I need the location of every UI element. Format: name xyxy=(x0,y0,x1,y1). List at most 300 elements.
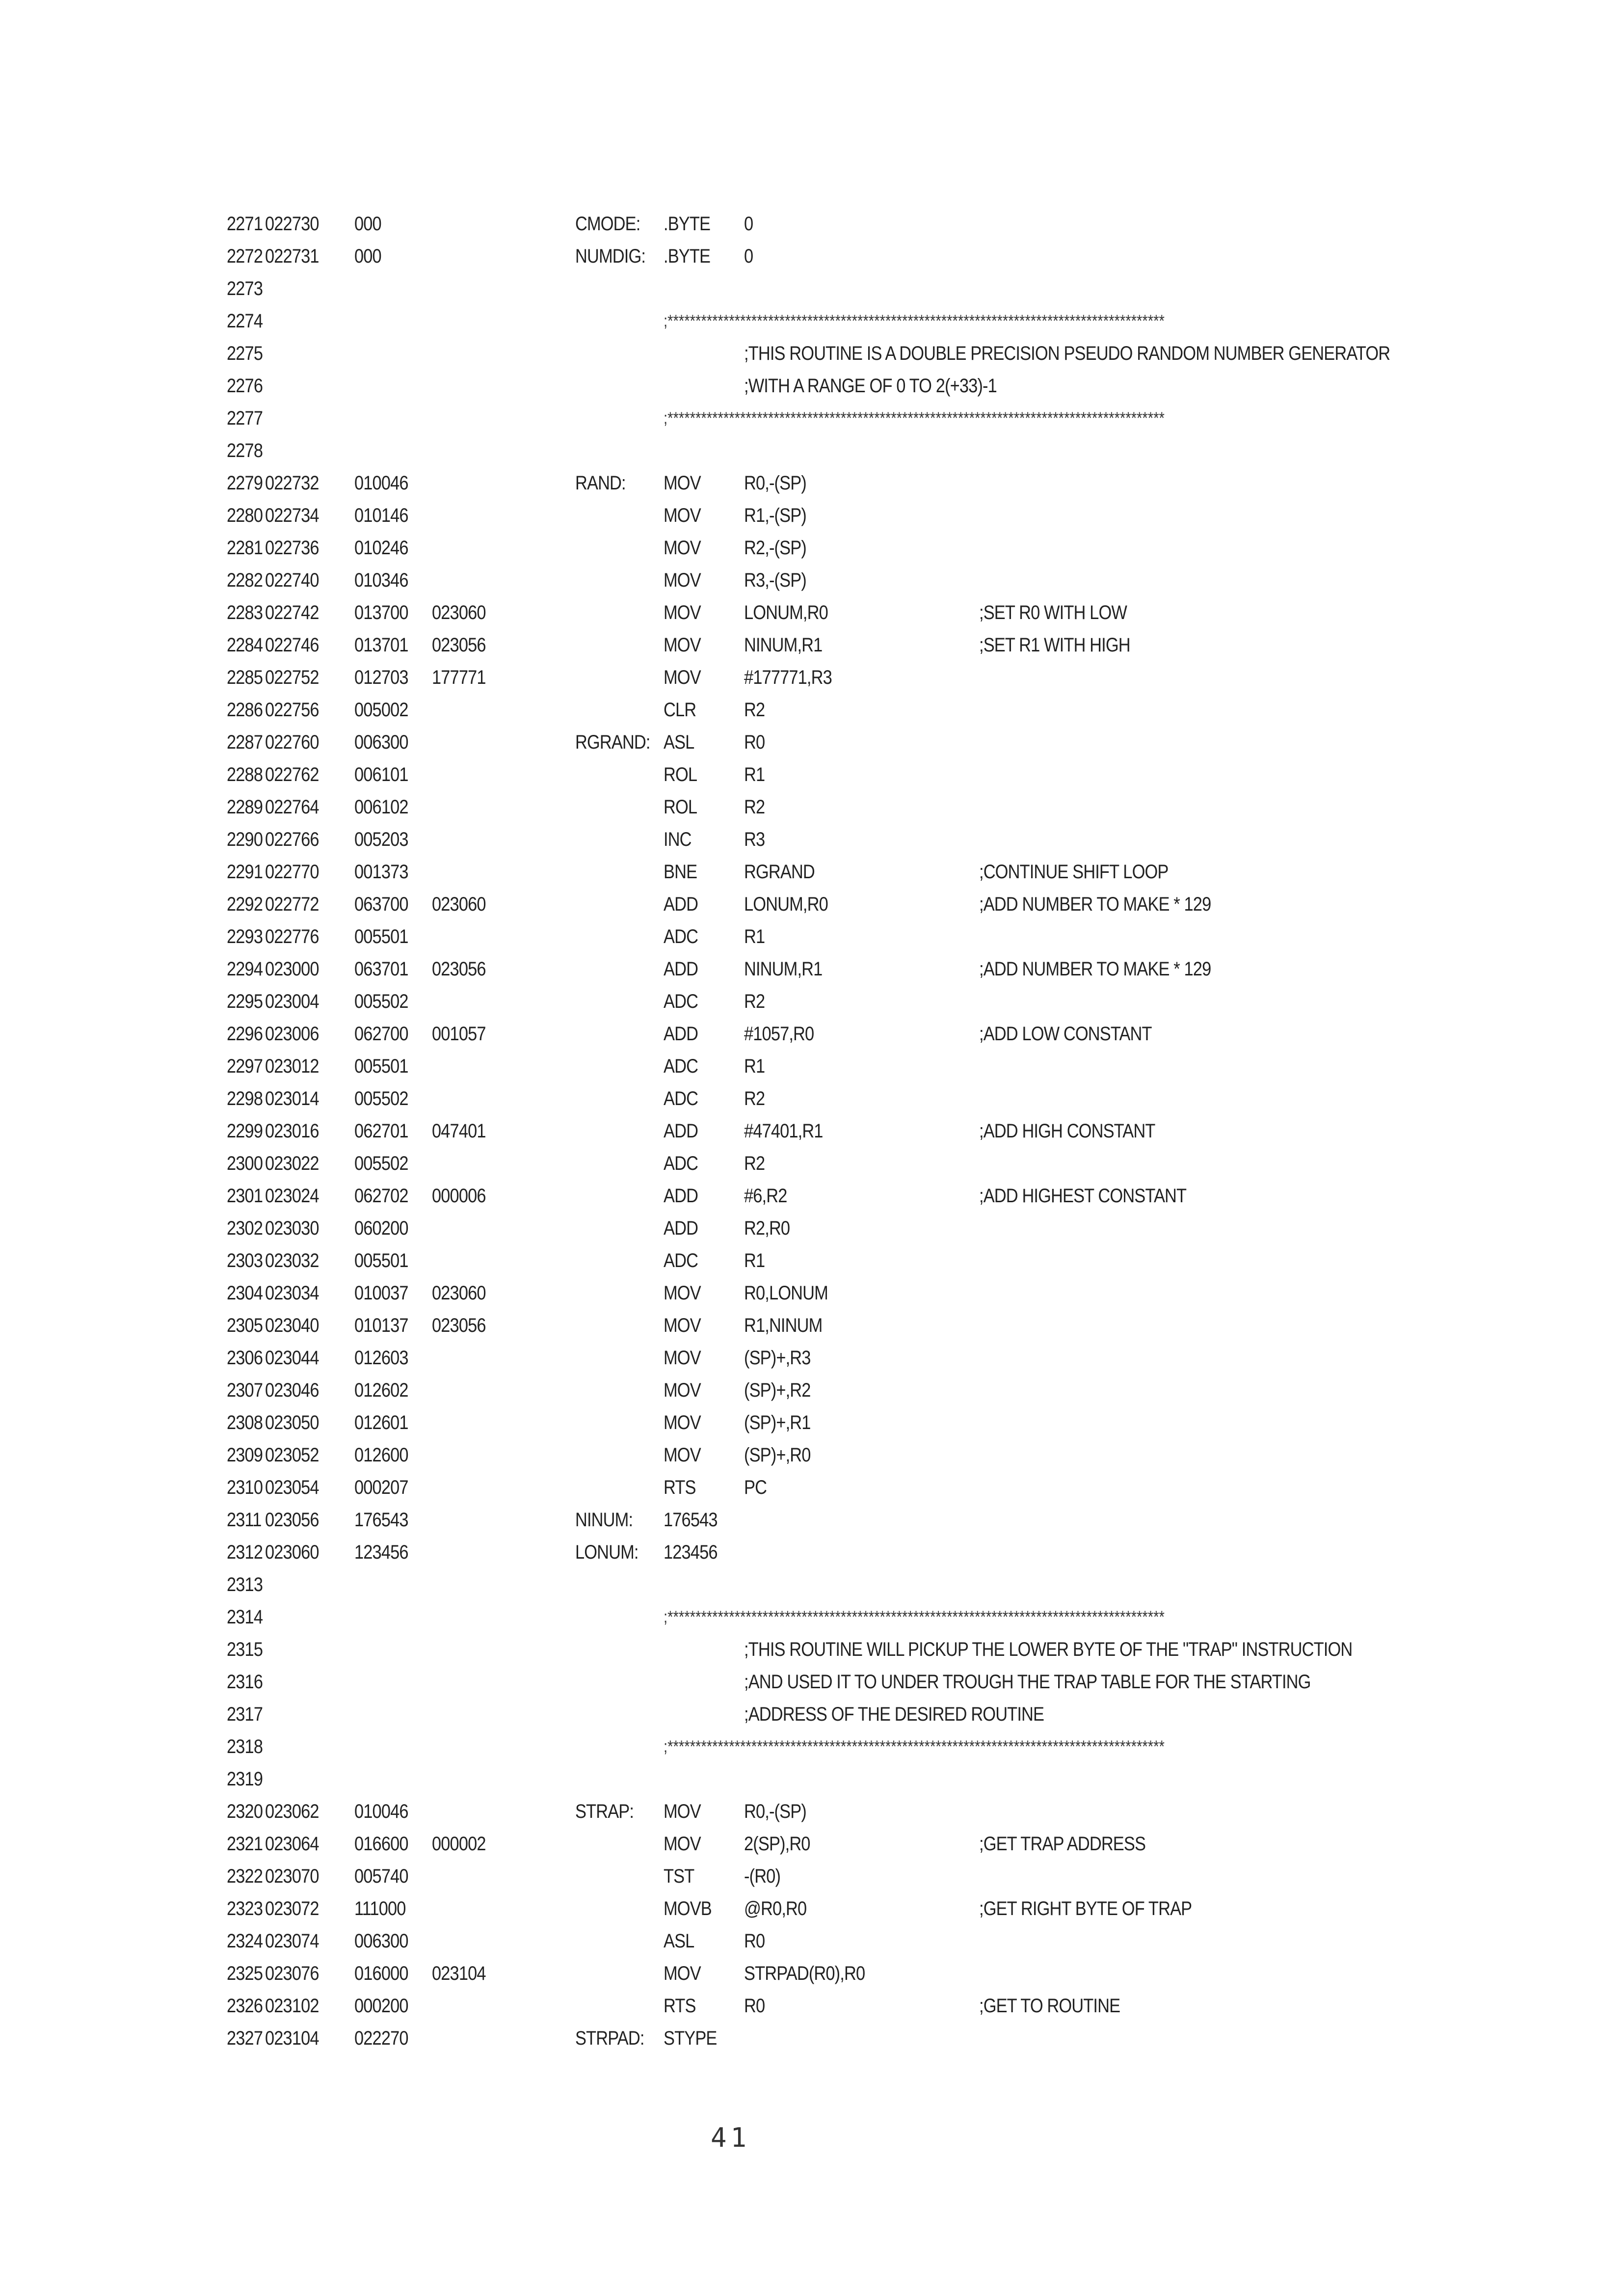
word-1: 005501 xyxy=(354,1055,408,1077)
line-number: 2296 xyxy=(227,1023,263,1045)
address: 022746 xyxy=(265,634,319,656)
line-number: 2293 xyxy=(227,926,263,947)
listing-row xyxy=(0,1342,1623,1374)
line-number: 2278 xyxy=(227,440,263,461)
word-1: 060200 xyxy=(354,1217,408,1239)
word-1: 016600 xyxy=(354,1833,408,1855)
operand: 2(SP),R0 xyxy=(744,1833,810,1855)
listing-row xyxy=(0,1666,1623,1698)
line-number: 2294 xyxy=(227,958,263,980)
opcode: MOV xyxy=(664,1282,701,1304)
word-1: 006300 xyxy=(354,1930,408,1952)
word-1: 016000 xyxy=(354,1963,408,1984)
listing-row xyxy=(0,1925,1623,1957)
listing-row xyxy=(0,1244,1623,1277)
operand: R2 xyxy=(744,699,765,721)
operand: (SP)+,R3 xyxy=(744,1347,811,1369)
address: 023104 xyxy=(265,2027,319,2049)
opcode: MOV xyxy=(664,472,701,494)
address: 023102 xyxy=(265,1995,319,2017)
listing-row xyxy=(0,1147,1623,1180)
operand: R1 xyxy=(744,1250,765,1271)
listing-row xyxy=(0,467,1623,499)
opcode: ASL xyxy=(664,1930,694,1952)
word-1: 005502 xyxy=(354,991,408,1012)
address: 022742 xyxy=(265,602,319,623)
address: 023044 xyxy=(265,1347,319,1369)
word-2: 023056 xyxy=(432,958,486,980)
address: 023074 xyxy=(265,1930,319,1952)
label: CMODE: xyxy=(575,213,640,235)
line-number: 2271 xyxy=(227,213,263,235)
line-number: 2301 xyxy=(227,1185,263,1207)
line-number: 2272 xyxy=(227,245,263,267)
line-number: 2324 xyxy=(227,1930,263,1952)
address: 023062 xyxy=(265,1801,319,1822)
word-2: 023056 xyxy=(432,1315,486,1336)
address: 023050 xyxy=(265,1412,319,1433)
label: NUMDIG: xyxy=(575,245,646,267)
label: RGRAND: xyxy=(575,731,650,753)
comment: ;SET R0 WITH LOW xyxy=(979,602,1127,623)
word-2: 177771 xyxy=(432,667,486,688)
line-number: 2298 xyxy=(227,1088,263,1109)
line-number: 2312 xyxy=(227,1541,263,1563)
word-1: 000200 xyxy=(354,1995,408,2017)
listing-row xyxy=(0,1892,1623,1925)
word-1: 013701 xyxy=(354,634,408,656)
listing-row xyxy=(0,1601,1623,1633)
word-1: 005502 xyxy=(354,1153,408,1174)
address: 022772 xyxy=(265,893,319,915)
listing-row xyxy=(0,1082,1623,1115)
opcode: ADC xyxy=(664,1055,698,1077)
opcode: MOV xyxy=(664,1347,701,1369)
line-number: 2300 xyxy=(227,1153,263,1174)
operand: R1 xyxy=(744,764,765,785)
word-1: 010046 xyxy=(354,472,408,494)
operand: (SP)+,R0 xyxy=(744,1444,811,1466)
word-1: 005203 xyxy=(354,829,408,850)
listing-row xyxy=(0,402,1623,434)
operand: #47401,R1 xyxy=(744,1120,823,1142)
listing-row xyxy=(0,1504,1623,1536)
listing-row xyxy=(0,434,1623,467)
opcode: MOV xyxy=(664,1833,701,1855)
listing-row xyxy=(0,726,1623,758)
operand: R2,-(SP) xyxy=(744,537,806,559)
line-number: 2306 xyxy=(227,1347,263,1369)
listing-row xyxy=(0,208,1623,240)
word-1: 063701 xyxy=(354,958,408,980)
address: 023056 xyxy=(265,1509,319,1531)
line-number: 2319 xyxy=(227,1768,263,1790)
word-1: 111000 xyxy=(354,1898,406,1919)
line-number: 2277 xyxy=(227,407,263,429)
line-number: 2289 xyxy=(227,796,263,818)
word-2: 023104 xyxy=(432,1963,486,1984)
word-1: 010037 xyxy=(354,1282,408,1304)
listing-row xyxy=(0,272,1623,305)
listing-row xyxy=(0,1115,1623,1147)
listing-row xyxy=(0,240,1623,272)
comment: ;GET RIGHT BYTE OF TRAP xyxy=(979,1898,1192,1919)
comment-block: ;THIS ROUTINE WILL PICKUP THE LOWER BYTE OF THE "TRAP" INSTRUCTION xyxy=(744,1639,1353,1660)
word-1: 006300 xyxy=(354,731,408,753)
listing-row xyxy=(0,1763,1623,1795)
word-2: 023060 xyxy=(432,602,486,623)
opcode: ASL xyxy=(664,731,694,753)
word-1: 005502 xyxy=(354,1088,408,1109)
line-number: 2280 xyxy=(227,505,263,526)
operand: 0 xyxy=(744,213,753,235)
separator: ;***************************************************************************************** xyxy=(664,409,1165,428)
opcode: ADD xyxy=(664,1217,698,1239)
listing-row xyxy=(0,532,1623,564)
word-1: 010137 xyxy=(354,1315,408,1336)
listing-row xyxy=(0,1050,1623,1082)
opcode: MOV xyxy=(664,1379,701,1401)
listing-row xyxy=(0,2022,1623,2054)
operand: 0 xyxy=(744,245,753,267)
line-number: 2327 xyxy=(227,2027,263,2049)
word-2: 000002 xyxy=(432,1833,486,1855)
opcode: .BYTE xyxy=(664,213,711,235)
line-number: 2284 xyxy=(227,634,263,656)
line-number: 2323 xyxy=(227,1898,263,1919)
listing-row xyxy=(0,337,1623,370)
operand: PC xyxy=(744,1477,767,1498)
word-1: 176543 xyxy=(354,1509,408,1531)
opcode: ROL xyxy=(664,764,697,785)
label: STRPAD: xyxy=(575,2027,644,2049)
line-number: 2309 xyxy=(227,1444,263,1466)
operand: RGRAND xyxy=(744,861,815,883)
word-1: 000 xyxy=(354,245,381,267)
operand: -(R0) xyxy=(744,1865,781,1887)
address: 023040 xyxy=(265,1315,319,1336)
listing-row xyxy=(0,1018,1623,1050)
line-number: 2314 xyxy=(227,1606,263,1628)
opcode: ADC xyxy=(664,926,698,947)
address: 023016 xyxy=(265,1120,319,1142)
opcode: RTS xyxy=(664,1477,696,1498)
opcode: MOVB xyxy=(664,1898,712,1919)
address: 023064 xyxy=(265,1833,319,1855)
word-2: 023056 xyxy=(432,634,486,656)
word-2: 023060 xyxy=(432,1282,486,1304)
operand: #6,R2 xyxy=(744,1185,787,1207)
word-1: 005740 xyxy=(354,1865,408,1887)
operand: R1 xyxy=(744,926,765,947)
comment-block: ;ADDRESS OF THE DESIRED ROUTINE xyxy=(744,1703,1044,1725)
address: 023006 xyxy=(265,1023,319,1045)
comment: ;ADD NUMBER TO MAKE * 129 xyxy=(979,893,1211,915)
line-number: 2321 xyxy=(227,1833,263,1855)
opcode: ADD xyxy=(664,1185,698,1207)
operand: R2 xyxy=(744,991,765,1012)
line-number: 2320 xyxy=(227,1801,263,1822)
line-number: 2310 xyxy=(227,1477,263,1498)
listing-row xyxy=(0,370,1623,402)
line-number: 2308 xyxy=(227,1412,263,1433)
operand: R0 xyxy=(744,1995,765,2017)
word-1: 062700 xyxy=(354,1023,408,1045)
operand: R2,R0 xyxy=(744,1217,790,1239)
opcode: MOV xyxy=(664,1963,701,1984)
operand: R2 xyxy=(744,1088,765,1109)
address: 022776 xyxy=(265,926,319,947)
opcode: ADD xyxy=(664,893,698,915)
line-number: 2297 xyxy=(227,1055,263,1077)
comment: ;GET TO ROUTINE xyxy=(979,1995,1120,2017)
listing-row xyxy=(0,791,1623,823)
word-2: 000006 xyxy=(432,1185,486,1207)
line-number: 2299 xyxy=(227,1120,263,1142)
comment: ;SET R1 WITH HIGH xyxy=(979,634,1130,656)
opcode: ADC xyxy=(664,1153,698,1174)
address: 023034 xyxy=(265,1282,319,1304)
opcode: ADC xyxy=(664,991,698,1012)
address: 023070 xyxy=(265,1865,319,1887)
address: 022766 xyxy=(265,829,319,850)
opcode: RTS xyxy=(664,1995,696,2017)
address: 023030 xyxy=(265,1217,319,1239)
comment: ;CONTINUE SHIFT LOOP xyxy=(979,861,1169,883)
comment-block: ;AND USED IT TO UNDER TROUGH THE TRAP TABLE FOR THE STARTING xyxy=(744,1671,1311,1693)
listing-row xyxy=(0,953,1623,985)
address: 023060 xyxy=(265,1541,319,1563)
operand: #1057,R0 xyxy=(744,1023,814,1045)
comment-block: ;THIS ROUTINE IS A DOUBLE PRECISION PSEUDO RANDOM NUMBER GENERATOR xyxy=(744,343,1390,364)
opcode: ROL xyxy=(664,796,697,818)
comment: ;ADD LOW CONSTANT xyxy=(979,1023,1152,1045)
opcode: INC xyxy=(664,829,692,850)
separator: ;***************************************************************************************** xyxy=(664,312,1165,330)
listing-row xyxy=(0,1990,1623,2022)
line-number: 2283 xyxy=(227,602,263,623)
line-number: 2318 xyxy=(227,1736,263,1757)
opcode: TST xyxy=(664,1865,694,1887)
listing-row xyxy=(0,823,1623,856)
line-number: 2276 xyxy=(227,375,263,397)
separator: ;***************************************************************************************** xyxy=(664,1608,1165,1626)
listing-row xyxy=(0,1957,1623,1990)
operand: LONUM,R0 xyxy=(744,893,828,915)
opcode: MOV xyxy=(664,569,701,591)
word-2: 023060 xyxy=(432,893,486,915)
line-number: 2286 xyxy=(227,699,263,721)
address: 023014 xyxy=(265,1088,319,1109)
address: 023012 xyxy=(265,1055,319,1077)
line-number: 2326 xyxy=(227,1995,263,2017)
address: 023052 xyxy=(265,1444,319,1466)
operand: STRPAD(R0),R0 xyxy=(744,1963,865,1984)
operand: R3 xyxy=(744,829,765,850)
operand: @R0,R0 xyxy=(744,1898,807,1919)
listing-row xyxy=(0,661,1623,694)
operand: R1,-(SP) xyxy=(744,505,806,526)
operand: NINUM,R1 xyxy=(744,634,823,656)
address: 022731 xyxy=(265,245,319,267)
word-1: 010146 xyxy=(354,505,408,526)
word-1: 123456 xyxy=(354,1541,408,1563)
opcode: CLR xyxy=(664,699,696,721)
line-number: 2281 xyxy=(227,537,263,559)
line-number: 2311 xyxy=(227,1509,262,1531)
address: 023032 xyxy=(265,1250,319,1271)
page-number: 41 xyxy=(711,2122,751,2153)
label: RAND: xyxy=(575,472,626,494)
word-1: 005501 xyxy=(354,926,408,947)
line-number: 2305 xyxy=(227,1315,263,1336)
word-1: 062701 xyxy=(354,1120,408,1142)
address: 022734 xyxy=(265,505,319,526)
operand: R0,-(SP) xyxy=(744,1801,806,1822)
operand: NINUM,R1 xyxy=(744,958,823,980)
word-1: 005501 xyxy=(354,1250,408,1271)
operand: R2 xyxy=(744,1153,765,1174)
address: 023072 xyxy=(265,1898,319,1919)
opcode: .BYTE xyxy=(664,245,711,267)
listing-row xyxy=(0,1406,1623,1439)
word-1: 000 xyxy=(354,213,381,235)
address: 023076 xyxy=(265,1963,319,1984)
label: STRAP: xyxy=(575,1801,634,1822)
listing-row xyxy=(0,1698,1623,1730)
address: 022760 xyxy=(265,731,319,753)
opcode: BNE xyxy=(664,861,697,883)
word-1: 000207 xyxy=(354,1477,408,1498)
opcode: ADC xyxy=(664,1250,698,1271)
word-2: 001057 xyxy=(432,1023,486,1045)
line-number: 2295 xyxy=(227,991,263,1012)
opcode: MOV xyxy=(664,602,701,623)
line-number: 2288 xyxy=(227,764,263,785)
line-number: 2290 xyxy=(227,829,263,850)
word-1: 012601 xyxy=(354,1412,408,1433)
opcode: STYPE xyxy=(664,2027,717,2049)
word-1: 022270 xyxy=(354,2027,408,2049)
listing-row xyxy=(0,1309,1623,1342)
line-number: 2304 xyxy=(227,1282,263,1304)
line-number: 2291 xyxy=(227,861,263,883)
word-1: 013700 xyxy=(354,602,408,623)
address: 023054 xyxy=(265,1477,319,1498)
word-1: 063700 xyxy=(354,893,408,915)
address: 022732 xyxy=(265,472,319,494)
listing-row xyxy=(0,1536,1623,1568)
opcode: MOV xyxy=(664,1801,701,1822)
listing-row xyxy=(0,1568,1623,1601)
address: 023024 xyxy=(265,1185,319,1207)
word-1: 012600 xyxy=(354,1444,408,1466)
operand: R0,LONUM xyxy=(744,1282,828,1304)
comment: ;ADD HIGH CONSTANT xyxy=(979,1120,1155,1142)
address: 022770 xyxy=(265,861,319,883)
listing-row xyxy=(0,1633,1623,1666)
address: 022752 xyxy=(265,667,319,688)
word-1: 010046 xyxy=(354,1801,408,1822)
opcode: MOV xyxy=(664,634,701,656)
listing-row xyxy=(0,985,1623,1018)
operand: LONUM,R0 xyxy=(744,602,828,623)
comment-block: ;WITH A RANGE OF 0 TO 2(+33)-1 xyxy=(744,375,997,397)
line-number: 2302 xyxy=(227,1217,263,1239)
listing-row xyxy=(0,1180,1623,1212)
address: 022762 xyxy=(265,764,319,785)
opcode: ADD xyxy=(664,1023,698,1045)
opcode: MOV xyxy=(664,1412,701,1433)
separator: ;***************************************************************************************** xyxy=(664,1737,1165,1756)
operand: R1 xyxy=(744,1055,765,1077)
listing-row xyxy=(0,629,1623,661)
word-1: 010346 xyxy=(354,569,408,591)
line-number: 2282 xyxy=(227,569,263,591)
operand: R0,-(SP) xyxy=(744,472,806,494)
address: 023000 xyxy=(265,958,319,980)
listing-row xyxy=(0,1795,1623,1828)
address: 023004 xyxy=(265,991,319,1012)
line-number: 2316 xyxy=(227,1671,263,1693)
listing-row xyxy=(0,758,1623,791)
line-number: 2303 xyxy=(227,1250,263,1271)
line-number: 2315 xyxy=(227,1639,263,1660)
opcode: 176543 xyxy=(664,1509,718,1531)
line-number: 2292 xyxy=(227,893,263,915)
address: 022756 xyxy=(265,699,319,721)
opcode: ADD xyxy=(664,1120,698,1142)
word-2: 047401 xyxy=(432,1120,486,1142)
address: 022736 xyxy=(265,537,319,559)
operand: R3,-(SP) xyxy=(744,569,806,591)
opcode: MOV xyxy=(664,1315,701,1336)
word-1: 005002 xyxy=(354,699,408,721)
listing-row xyxy=(0,920,1623,953)
line-number: 2287 xyxy=(227,731,263,753)
listing-row xyxy=(0,1212,1623,1244)
address: 023046 xyxy=(265,1379,319,1401)
operand: R1,NINUM xyxy=(744,1315,823,1336)
line-number: 2313 xyxy=(227,1574,263,1595)
listing-row xyxy=(0,1374,1623,1406)
label: LONUM: xyxy=(575,1541,639,1563)
address: 022740 xyxy=(265,569,319,591)
line-number: 2273 xyxy=(227,278,263,299)
word-1: 012703 xyxy=(354,667,408,688)
line-number: 2322 xyxy=(227,1865,263,1887)
address: 023022 xyxy=(265,1153,319,1174)
listing-row xyxy=(0,888,1623,920)
operand: R0 xyxy=(744,1930,765,1952)
operand: R0 xyxy=(744,731,765,753)
line-number: 2325 xyxy=(227,1963,263,1984)
comment: ;ADD NUMBER TO MAKE * 129 xyxy=(979,958,1211,980)
opcode: MOV xyxy=(664,1444,701,1466)
opcode: MOV xyxy=(664,537,701,559)
listing-row xyxy=(0,1277,1623,1309)
word-1: 006102 xyxy=(354,796,408,818)
word-1: 062702 xyxy=(354,1185,408,1207)
line-number: 2274 xyxy=(227,310,263,332)
listing-row xyxy=(0,1471,1623,1504)
line-number: 2275 xyxy=(227,343,263,364)
word-1: 001373 xyxy=(354,861,408,883)
comment: ;ADD HIGHEST CONSTANT xyxy=(979,1185,1187,1207)
listing-row xyxy=(0,1730,1623,1763)
line-number: 2307 xyxy=(227,1379,263,1401)
operand: R2 xyxy=(744,796,765,818)
